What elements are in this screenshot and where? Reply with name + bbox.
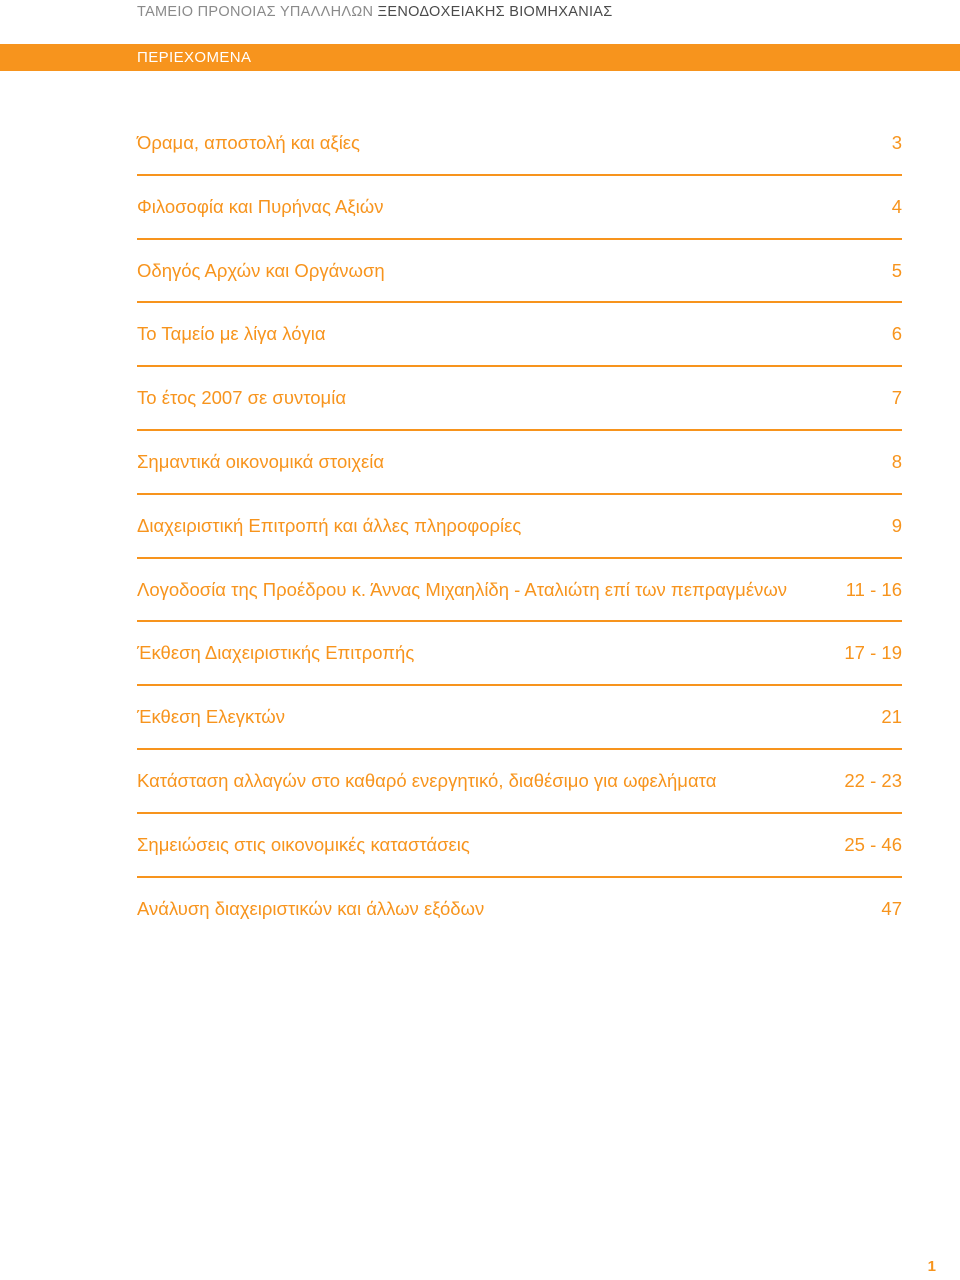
toc-entry xyxy=(137,112,902,176)
toc-entry-title: Σημαντικά οικονομικά στοιχεία xyxy=(137,450,385,472)
toc-entry xyxy=(137,495,902,559)
toc-entry-page: 8 xyxy=(891,450,902,472)
toc-entry-page: 7 xyxy=(891,387,902,409)
toc-entry-title: Έκθεση Ελεγκτών xyxy=(137,706,285,728)
toc-entry-page: 5 xyxy=(891,259,902,281)
toc-entry-page: 9 xyxy=(891,514,902,536)
toc-entry-title: Φιλοσοφία και Πυρήνας Αξιών xyxy=(137,195,384,217)
toc-entry-page: 4 xyxy=(891,195,902,217)
toc-entry xyxy=(137,686,902,750)
toc-entry-page: 47 xyxy=(881,897,902,919)
toc-entry xyxy=(137,622,902,686)
toc-entry-title: Το Ταμείο με λίγα λόγια xyxy=(137,323,326,345)
toc-entry xyxy=(137,240,902,304)
toc-entry-page: 21 xyxy=(881,706,902,728)
toc-entry xyxy=(137,559,902,623)
toc-entry xyxy=(137,878,902,942)
page-number: 1 xyxy=(927,1258,936,1275)
toc-entry xyxy=(137,367,902,431)
toc-entry-page: 25 - 46 xyxy=(844,833,902,855)
toc-entry-title: Ανάλυση διαχειριστικών και άλλων εξόδων xyxy=(137,897,485,919)
toc-entry-page: 11 - 16 xyxy=(845,578,902,600)
running-header-org-emphasis: ΞΕΝΟΔΟΧΕΙΑΚΗΣ ΒΙΟΜΗΧΑΝΙΑΣ xyxy=(377,4,613,20)
running-header-org: ΤΑΜΕΙΟ ΠΡΟΝΟΙΑΣ ΥΠΑΛΛΗΛΩΝ xyxy=(137,4,374,20)
toc-entry-title: Οδηγός Αρχών και Οργάνωση xyxy=(137,259,385,281)
toc-entry-title: Έκθεση Διαχειριστικής Επιτροπής xyxy=(137,642,415,664)
table-of-contents xyxy=(137,112,902,941)
toc-entry xyxy=(137,176,902,240)
toc-entry-page: 6 xyxy=(891,323,902,345)
toc-entry-title: Διαχειριστική Επιτροπή και άλλες πληροφορίες xyxy=(137,514,522,536)
toc-entry xyxy=(137,814,902,878)
toc-entry-title: Λογοδοσία της Προέδρου κ. Άννας Μιχαηλίδη - Αταλιώτη επί των πεπραγμένων xyxy=(137,578,788,600)
toc-entry xyxy=(137,303,902,367)
toc-entry-page: 22 - 23 xyxy=(844,769,902,791)
toc-entry xyxy=(137,750,902,814)
toc-entry xyxy=(137,431,902,495)
toc-entry-title: Το έτος 2007 σε συντομία xyxy=(137,387,347,409)
toc-entry-page: 17 - 19 xyxy=(844,642,902,664)
toc-entry-page: 3 xyxy=(891,132,902,153)
toc-entry-title: Κατάσταση αλλαγών στο καθαρό ενεργητικό, διαθέσιμο για ωφελήματα xyxy=(137,769,717,791)
section-title-bar xyxy=(0,44,960,71)
section-title: ΠΕΡΙΕΧΟΜΕΝΑ xyxy=(137,49,252,66)
running-header xyxy=(137,2,613,22)
toc-entry-title: Όραμα, αποστολή και αξίες xyxy=(137,132,360,153)
toc-entry-title: Σημειώσεις στις οικονομικές καταστάσεις xyxy=(137,833,470,855)
